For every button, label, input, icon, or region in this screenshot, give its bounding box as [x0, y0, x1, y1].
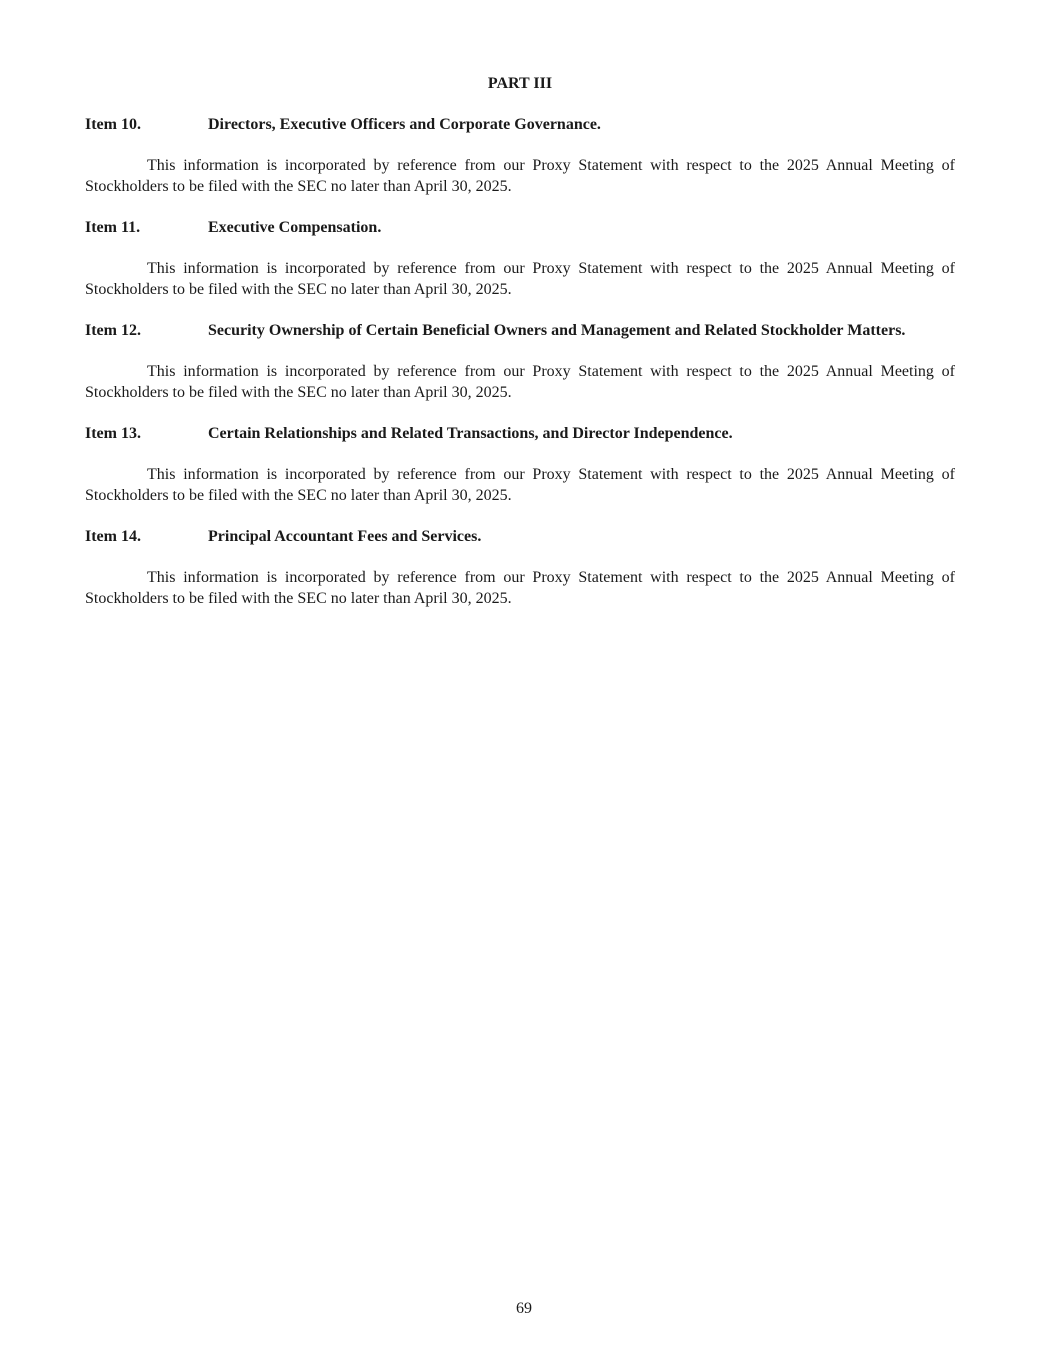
part-title: PART III [487, 75, 553, 92]
item-body: This information is incorporated by reference from our Proxy Statement with respect to the 2025 Annual Meeting of Stockholders to be filed with the SEC no later than April 30, 2025. [85, 569, 955, 607]
item-heading [85, 424, 955, 444]
item-heading [85, 115, 955, 135]
item-heading [85, 321, 955, 341]
item-title: Security Ownership of Certain Beneficial Owners and Management and Related Stockholder Matters. [208, 322, 906, 339]
item-body: This information is incorporated by reference from our Proxy Statement with respect to the 2025 Annual Meeting of Stockholders to be filed with the SEC no later than April 30, 2025. [85, 260, 955, 298]
page-number: 69 [516, 1300, 532, 1317]
item-heading [85, 527, 955, 547]
item-13-section [85, 424, 955, 506]
item-number: Item 11. [85, 219, 141, 236]
item-number: Item 10. [85, 116, 141, 133]
item-body: This information is incorporated by reference from our Proxy Statement with respect to the 2025 Annual Meeting of Stockholders to be filed with the SEC no later than April 30, 2025. [85, 363, 955, 401]
item-10-section [85, 115, 955, 197]
item-number: Item 12. [85, 322, 141, 339]
item-body: This information is incorporated by reference from our Proxy Statement with respect to the 2025 Annual Meeting of Stockholders to be filed with the SEC no later than April 30, 2025. [85, 466, 955, 504]
item-12-section [85, 321, 955, 403]
item-number: Item 13. [85, 425, 141, 442]
item-14-section [85, 527, 955, 609]
document-page [85, 74, 955, 630]
item-title: Principal Accountant Fees and Services. [208, 528, 482, 545]
item-title: Certain Relationships and Related Transactions, and Director Independence. [208, 425, 733, 442]
item-title: Executive Compensation. [208, 219, 382, 236]
item-body: This information is incorporated by reference from our Proxy Statement with respect to the 2025 Annual Meeting of Stockholders to be filed with the SEC no later than April 30, 2025. [85, 157, 955, 195]
item-11-section [85, 218, 955, 300]
item-number: Item 14. [85, 528, 141, 545]
item-title: Directors, Executive Officers and Corporate Governance. [208, 116, 601, 133]
item-heading [85, 218, 955, 238]
